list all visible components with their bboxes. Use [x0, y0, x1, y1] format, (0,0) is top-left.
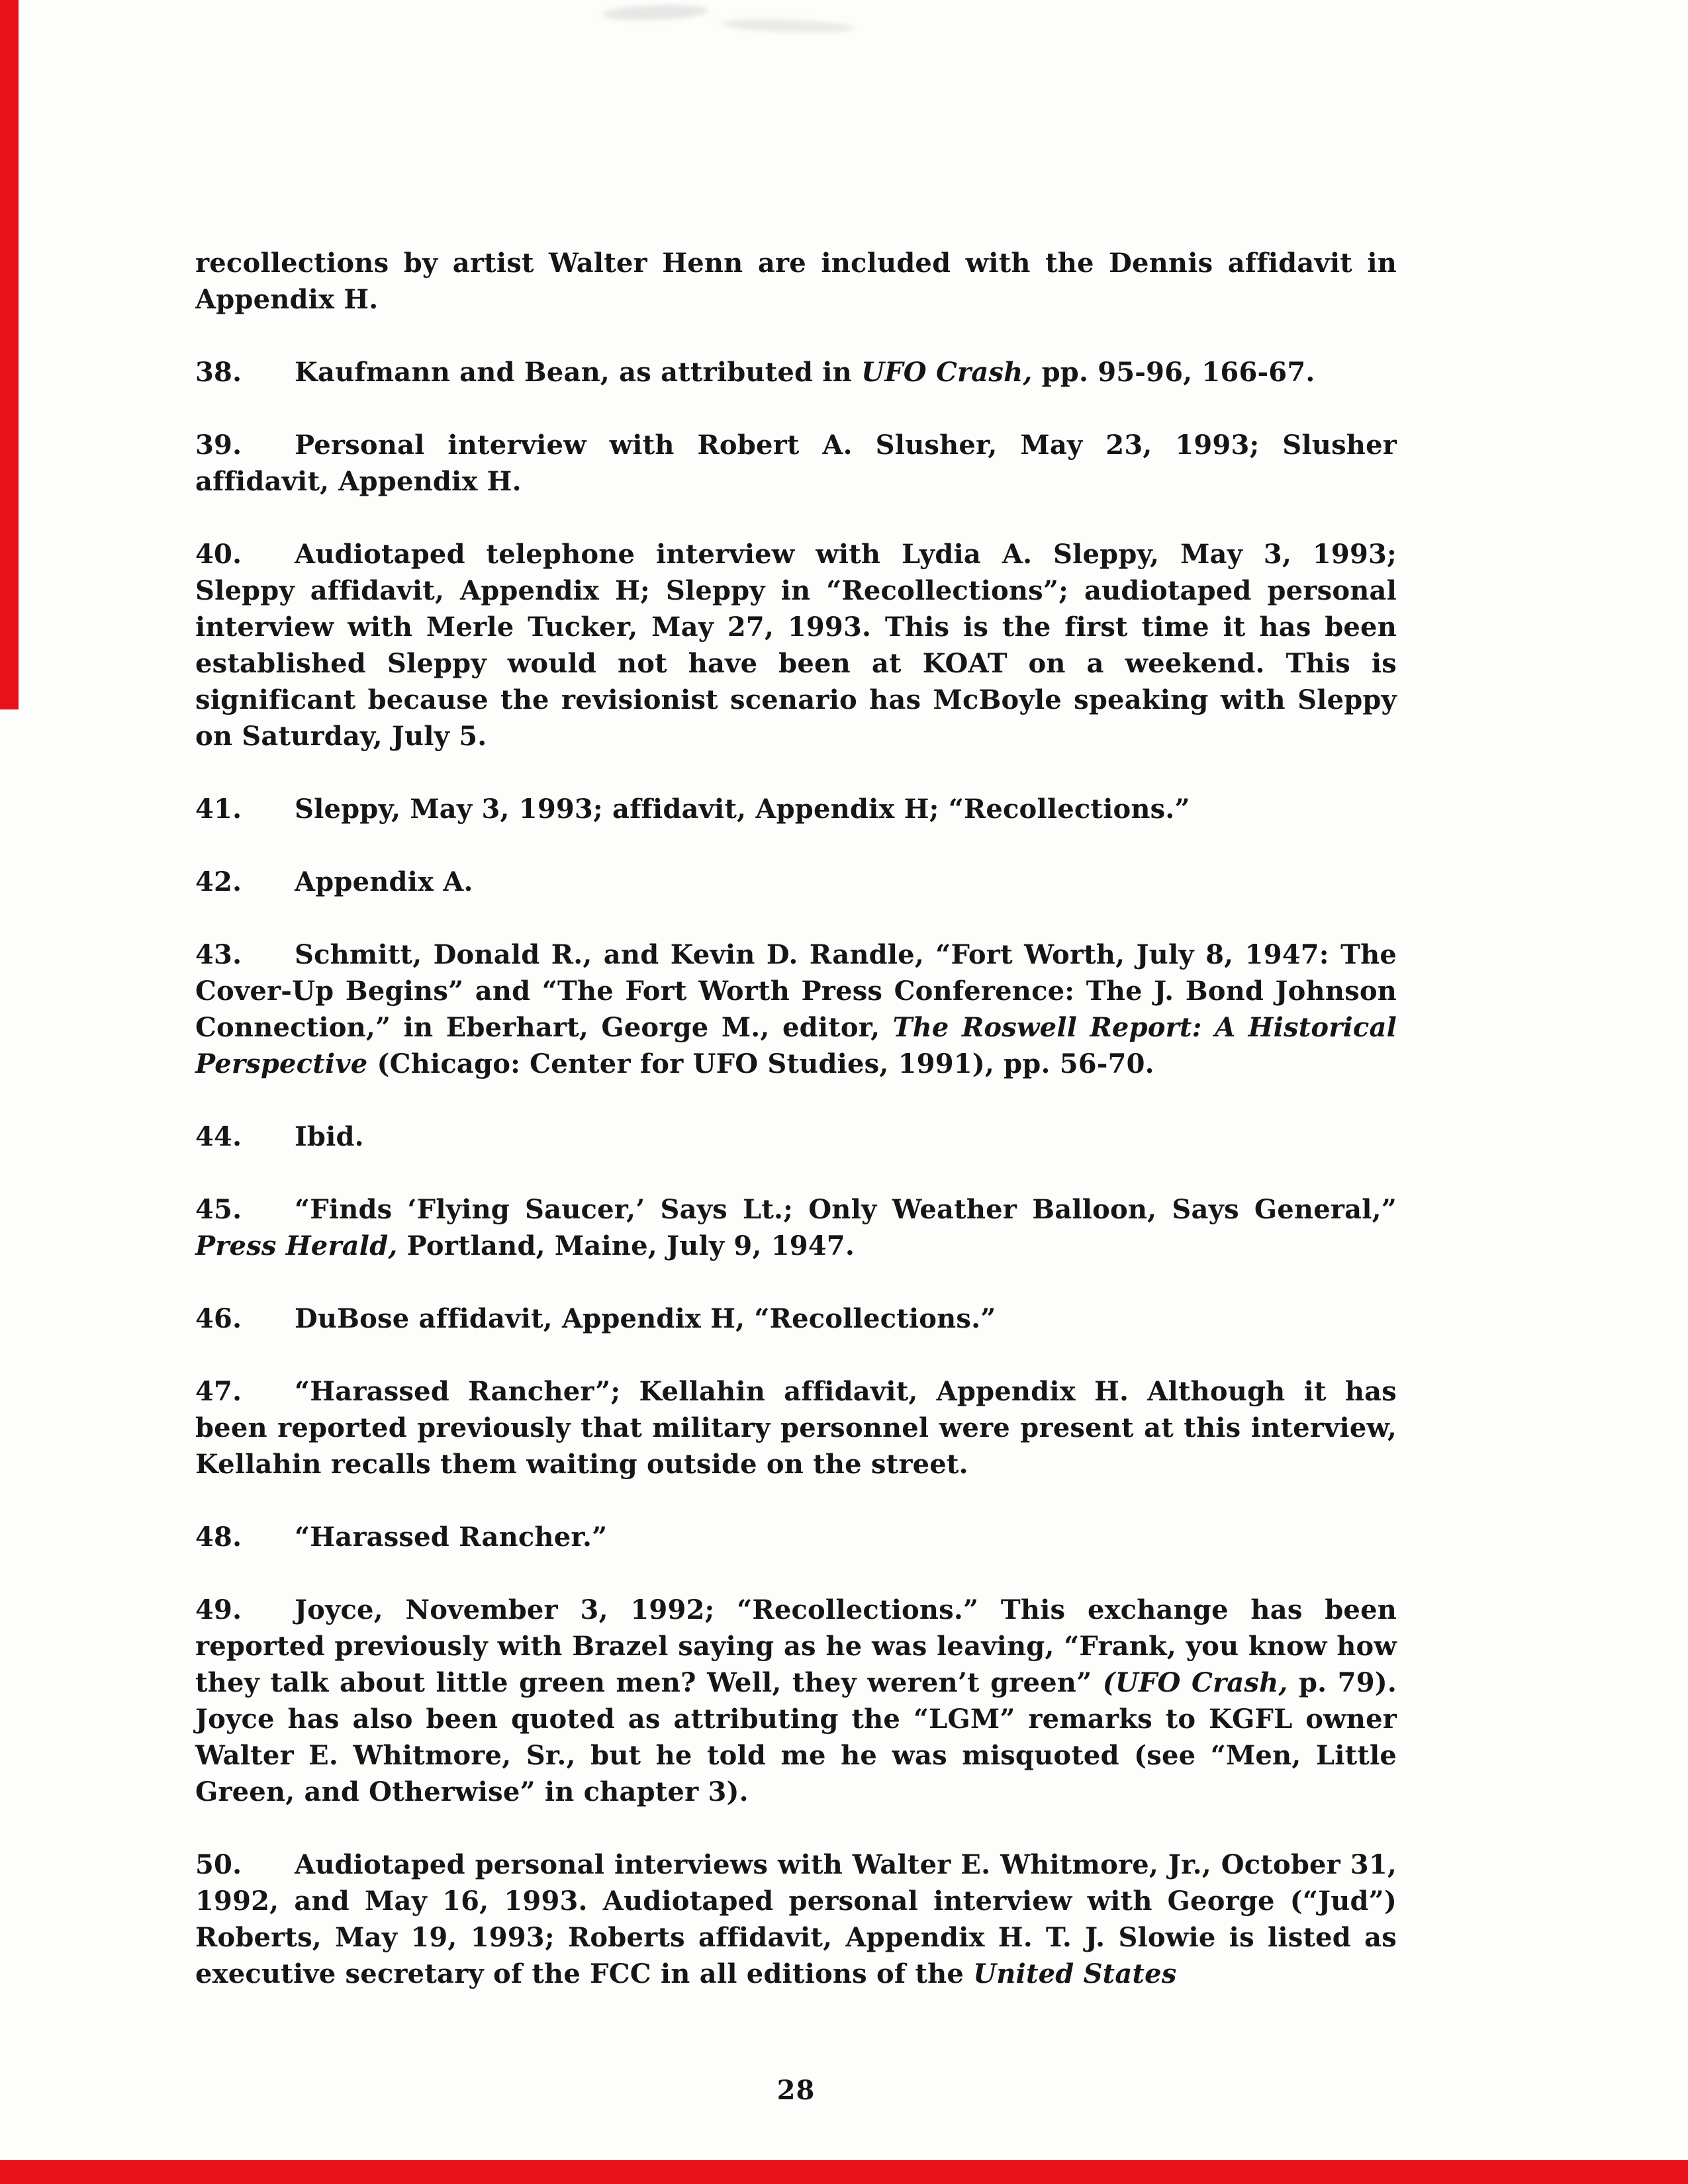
note-text: Audiotaped personal interviews with Walter E. Whitmore, Jr., October 31, 1992, and May 16, 1993. Audiotaped personal interview with George (“Jud”) Roberts, May 19, 1993; Roberts affidavit, Appendix H. T. J. Slowie is listed as executive secretary of the FCC in all editions of the [195, 1849, 1397, 1989]
note-text: Personal interview with Robert A. Slusher, May 23, 1993; Slusher affidavit, Appendix H. [195, 430, 1397, 497]
note-text: Joyce, November 3, 1992; “Recollections.” This exchange has been reported previously with Brazel saying as he was leaving, “Frank, you know how they talk about little green men? Well, they weren’t green” [195, 1594, 1397, 1698]
note-text: Kaufmann and Bean, as attributed in [295, 357, 862, 388]
note-text: Appendix A. [295, 866, 473, 897]
scan-artifact-smudge [722, 18, 855, 34]
notes-list [195, 354, 1397, 1992]
note-number: 43. [195, 939, 242, 970]
note-text: Schmitt, Donald R., and Kevin D. Randle, “Fort Worth, July 8, 1947: The Cover-Up Begins” and “The Fort Worth Press Conference: The J. Bond Johnson Connection,” in Eberhart, George M., editor, [195, 939, 1397, 1043]
note-item [195, 536, 1397, 754]
note-number: 38. [195, 357, 242, 388]
page-number: 28 [776, 2075, 816, 2106]
note-item [195, 427, 1397, 500]
note-item [195, 936, 1397, 1082]
note-text-italic: The Roswell Report: A Historical Perspective [195, 1012, 1397, 1079]
note-number: 40. [195, 539, 242, 570]
note-item [195, 1373, 1397, 1482]
note-text-italic: (UFO Crash, [1102, 1667, 1288, 1698]
note-number: 42. [195, 866, 242, 897]
note-item [195, 1300, 1397, 1337]
note-number: 48. [195, 1522, 242, 1553]
note-number: 44. [195, 1121, 242, 1152]
note-text-italic: Press Herald, [195, 1230, 398, 1261]
note-text: pp. 95-96, 166-67. [1032, 357, 1315, 388]
note-item [195, 791, 1397, 827]
note-number: 45. [195, 1194, 242, 1225]
note-text: “Harassed Rancher.” [295, 1522, 608, 1553]
scan-artifact-smudge [602, 3, 709, 22]
note-number: 49. [195, 1594, 242, 1625]
note-number: 41. [195, 794, 242, 825]
note-text: Portland, Maine, July 9, 1947. [397, 1230, 855, 1261]
note-text-italic: United States [973, 1958, 1177, 1989]
note-number: 47. [195, 1376, 242, 1407]
note-text: “Finds ‘Flying Saucer,’ Says Lt.; Only Weather Balloon, Says General,” [295, 1194, 1397, 1225]
note-text: Ibid. [295, 1121, 364, 1152]
note-item [195, 1846, 1397, 1992]
note-text: p. 79). Joyce has also been quoted as attributing the “LGM” remarks to KGFL owner Walter E. Whitmore, Sr., but he told me he was misquoted (see “Men, Little Green, and Otherwise” in chapter 3). [195, 1667, 1397, 1807]
scan-artifact-left-stripe [0, 0, 19, 709]
note-item [195, 1592, 1397, 1810]
scan-artifact-bottom-stripe [0, 2160, 1688, 2184]
note-text-italic: UFO Crash, [861, 357, 1033, 388]
note-text: “Harassed Rancher”; Kellahin affidavit, Appendix H. Although it has been reported previously that military personnel were present at this interview, Kellahin recalls them waiting outside on the street. [195, 1376, 1397, 1480]
note-item [195, 864, 1397, 900]
note-item [195, 1191, 1397, 1264]
note-text: Sleppy, May 3, 1993; affidavit, Appendix H; “Recollections.” [295, 794, 1190, 825]
note-item [195, 1118, 1397, 1155]
note-number: 50. [195, 1849, 242, 1880]
note-item [195, 354, 1397, 390]
note-text: DuBose affidavit, Appendix H, “Recollections.” [295, 1303, 996, 1334]
note-text: (Chicago: Center for UFO Studies, 1991), pp. 56-70. [367, 1048, 1154, 1079]
note-item [195, 1519, 1397, 1555]
note-number: 39. [195, 430, 242, 461]
note-text: Audiotaped telephone interview with Lydia A. Sleppy, May 3, 1993; Sleppy affidavit, Appendix H; Sleppy in “Recollections”; audiotaped personal interview with Merle Tucker, May 27, 1993. This is the first time it has been established Sleppy would not have been at KOAT on a weekend. This is significant because the revisionist scenario has McBoyle speaking with Sleppy on Saturday, July 5. [195, 539, 1397, 752]
continuation-paragraph: recollections by artist Walter Henn are included with the Dennis affidavit in Appendix H. [195, 248, 1397, 315]
note-number: 46. [195, 1303, 242, 1334]
endnotes-content [195, 245, 1397, 2028]
